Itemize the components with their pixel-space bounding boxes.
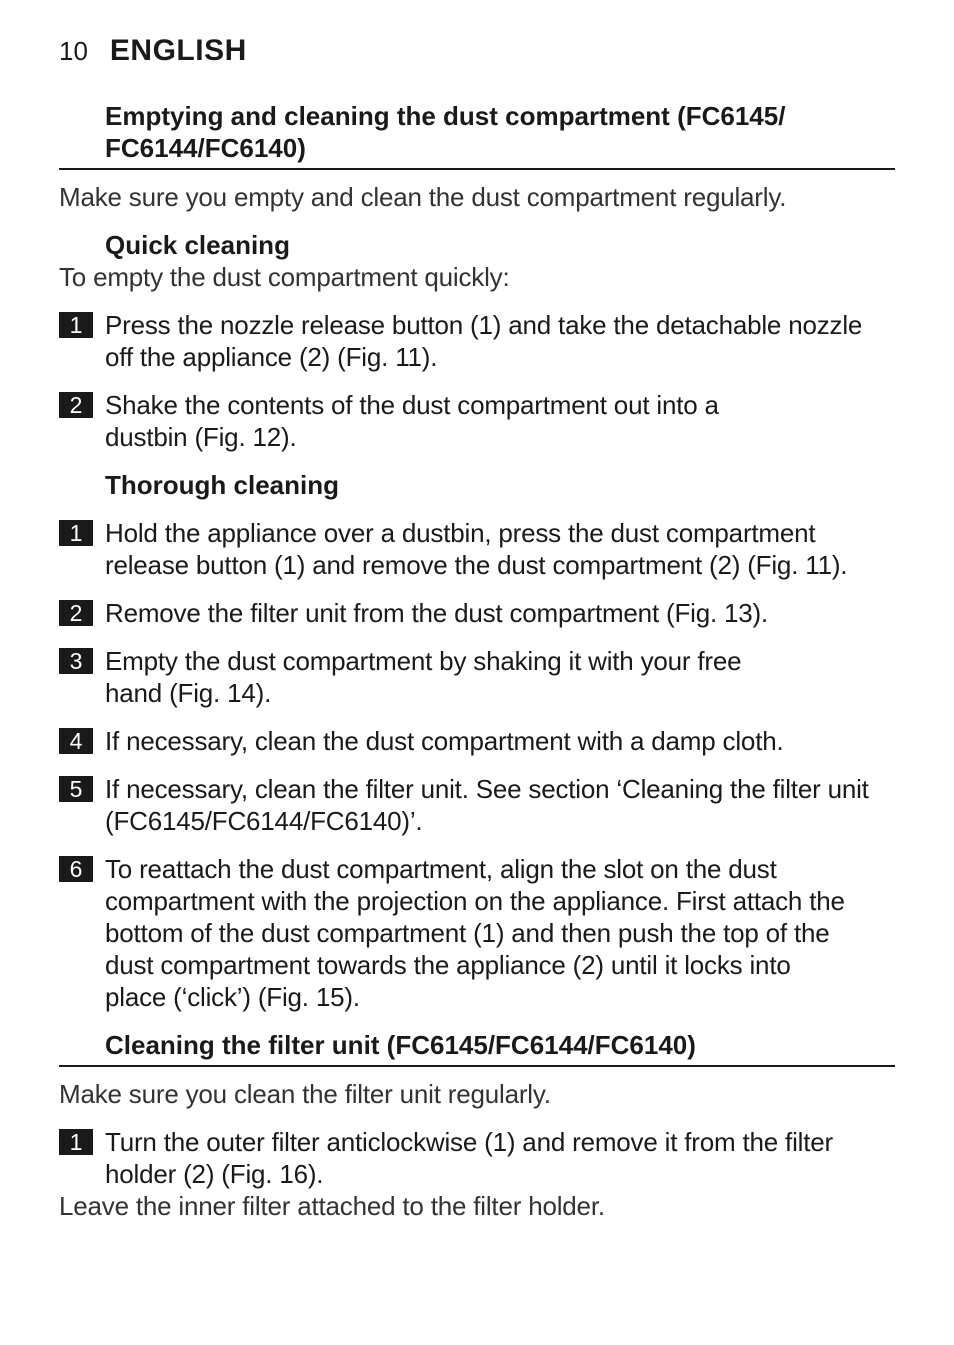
section-intro: Make sure you clean the filter unit regularly. bbox=[59, 1079, 551, 1109]
section-title-emptying: Emptying and cleaning the dust compartment (FC6145/ FC6144/FC6140) bbox=[59, 100, 895, 170]
page-number: 10 bbox=[59, 36, 88, 66]
step-text: Empty the dust compartment by shaking it with your free hand (Fig. 14). bbox=[105, 646, 742, 708]
thorough-step-4 bbox=[59, 725, 895, 757]
step-text: Remove the filter unit from the dust compartment (Fig. 13). bbox=[105, 598, 769, 628]
step-number-badge: 1 bbox=[59, 520, 93, 546]
step-number-badge: 4 bbox=[59, 728, 93, 754]
quick-step-1 bbox=[59, 309, 895, 373]
quick-cleaning-intro: To empty the dust compartment quickly: bbox=[59, 262, 510, 292]
step-text: If necessary, clean the dust compartment with a damp cloth. bbox=[105, 726, 784, 756]
step-text: Turn the outer filter anticlockwise (1) and remove it from the filter holder (2) (Fig. 16). bbox=[105, 1127, 833, 1189]
quick-step-2 bbox=[59, 389, 895, 453]
step-text: Hold the appliance over a dustbin, press the dust compartment release button (1) and remove the dust compartment (2) (Fig. 11). bbox=[105, 518, 848, 580]
step-number-badge: 6 bbox=[59, 856, 93, 882]
section-title-cleaning-filter: Cleaning the filter unit (FC6145/FC6144/FC6140) bbox=[59, 1029, 895, 1067]
thorough-step-5 bbox=[59, 773, 895, 837]
page-content bbox=[59, 100, 895, 1222]
step-number-badge: 1 bbox=[59, 312, 93, 338]
thorough-step-1 bbox=[59, 517, 895, 581]
step-number-badge: 5 bbox=[59, 776, 93, 802]
page-header bbox=[59, 34, 247, 74]
step-text: Press the nozzle release button (1) and take the detachable nozzle off the appliance (2) (Fig. 11). bbox=[105, 310, 863, 372]
step-text: To reattach the dust compartment, align the slot on the dust compartment with the projection on the appliance. First attach the bottom of the dust compartment (1) and then push the top of the dust compartment towards the appliance (2) until it locks into place (‘click’) (Fig. 15). bbox=[105, 854, 845, 1012]
subheading-quick-cleaning: Quick cleaning bbox=[105, 230, 290, 260]
thorough-step-3 bbox=[59, 645, 895, 709]
thorough-step-2 bbox=[59, 597, 895, 629]
subheading-thorough-cleaning: Thorough cleaning bbox=[105, 470, 339, 500]
filter-step-1 bbox=[59, 1126, 895, 1190]
step-number-badge: 2 bbox=[59, 600, 93, 626]
filter-note: Leave the inner filter attached to the filter holder. bbox=[59, 1191, 605, 1221]
language-title: ENGLISH bbox=[109, 34, 247, 67]
section-intro: Make sure you empty and clean the dust compartment regularly. bbox=[59, 182, 787, 212]
step-number-badge: 2 bbox=[59, 392, 93, 418]
step-text: Shake the contents of the dust compartment out into a dustbin (Fig. 12). bbox=[105, 390, 719, 452]
step-text: If necessary, clean the filter unit. See section ‘Cleaning the filter unit (FC6145/FC6144/FC6140)’. bbox=[105, 774, 869, 836]
step-number-badge: 3 bbox=[59, 648, 93, 674]
step-number-badge: 1 bbox=[59, 1129, 93, 1155]
thorough-step-6 bbox=[59, 853, 895, 1013]
